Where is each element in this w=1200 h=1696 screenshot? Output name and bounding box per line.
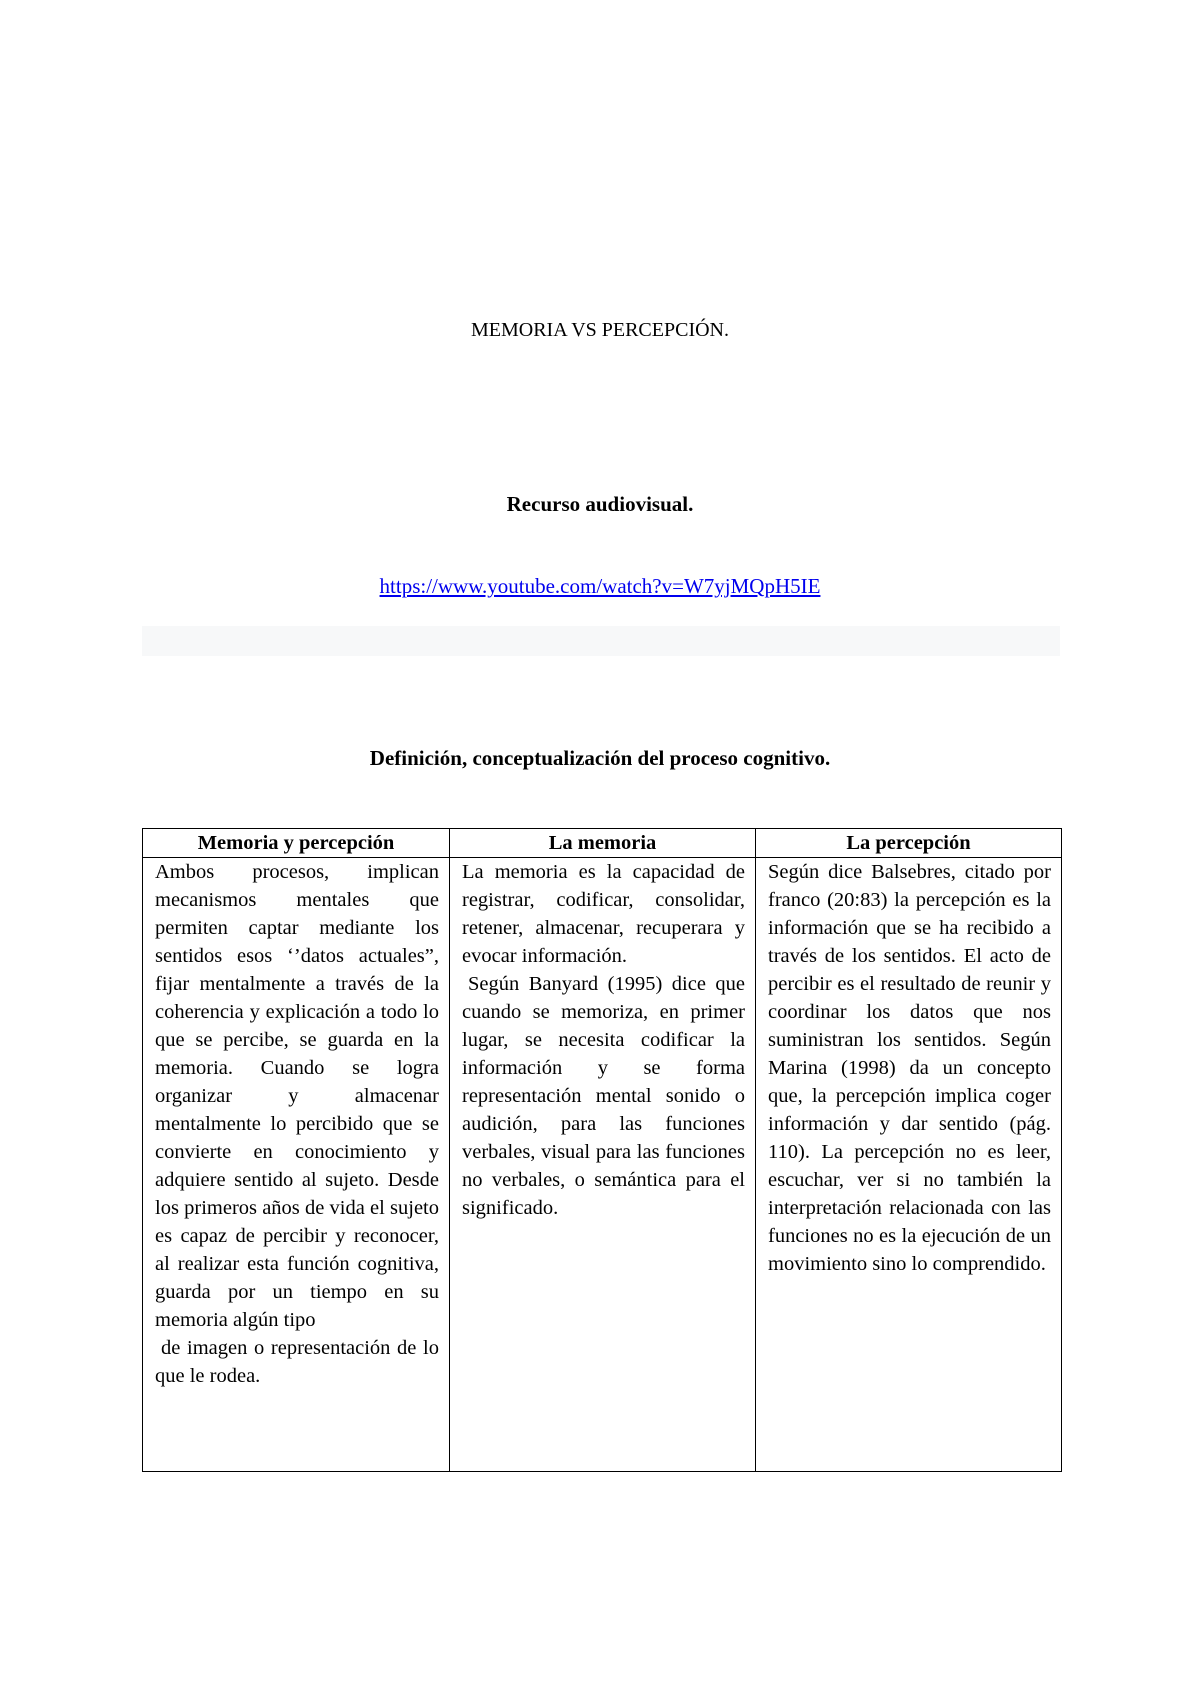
cell-paragraph: Según Banyard (1995) dice que cuando se memoriza, en primer lugar, se necesita codificar la información y se forma representación mental sonido o audición, para las funciones verbales, visual para las funciones no verbales, o semántica para el significado. — [462, 973, 745, 1219]
table-header-row — [143, 829, 1062, 858]
cell-paragraph: La memoria es la capacidad de registrar, codificar, consolidar, retener, almacenar, recuperara y evocar información. — [462, 861, 745, 967]
resource-link-line — [0, 574, 1200, 598]
cell-paragraph: de imagen o representación de lo que le rodea. — [155, 1337, 439, 1387]
resource-heading: Recurso audiovisual. — [506, 492, 694, 516]
cell-la-percepcion — [756, 858, 1062, 1472]
header-memoria-percepcion: Memoria y percepción — [143, 829, 450, 858]
section-heading: Definición, conceptualización del proceso cognitivo. — [369, 746, 831, 770]
cell-la-memoria — [450, 858, 756, 1472]
document-title: MEMORIA VS PERCEPCIÓN. — [470, 319, 730, 341]
cell-memoria-percepcion — [143, 858, 450, 1472]
header-la-memoria: La memoria — [450, 829, 756, 858]
separator-band — [142, 626, 1060, 656]
cell-paragraph: Según dice Balsebres, citado por franco (20:83) la percepción es la información que se ha recibido a través de los sentidos. El acto de percibir es el resultado de reunir y coordinar los datos que nos suministran los sentidos. Según Marina (1998) da un concepto que, la percepción implica coger información y dar sentido (pág. 110). La percepción no es leer, escuchar, ver si no también la interpretación relacionada con las funciones no es la ejecución de un movimiento sino lo comprendido. — [768, 861, 1051, 1275]
header-la-percepcion: La percepción — [756, 829, 1062, 858]
cell-paragraph: Ambos procesos, implican mecanismos mentales que permiten captar mediante los sentidos esos ‘’datos actuales”, fijar mentalmente a través de la coherencia y explicación a todo lo que se percibe, se guarda en la memoria. Cuando se logra organizar y almacenar mentalmente lo percibido que se convierte en conocimiento y adquiere sentido al sujeto. Desde los primeros años de vida el sujeto es capaz de percibir y reconocer, al realizar esta función cognitiva, guarda por un tiempo en su memoria algún tipo — [155, 861, 439, 1331]
table-row — [143, 858, 1062, 1472]
concepts-table — [142, 828, 1062, 1472]
youtube-link[interactable]: https://www.youtube.com/watch?v=W7yjMQpH5IE — [379, 574, 821, 598]
